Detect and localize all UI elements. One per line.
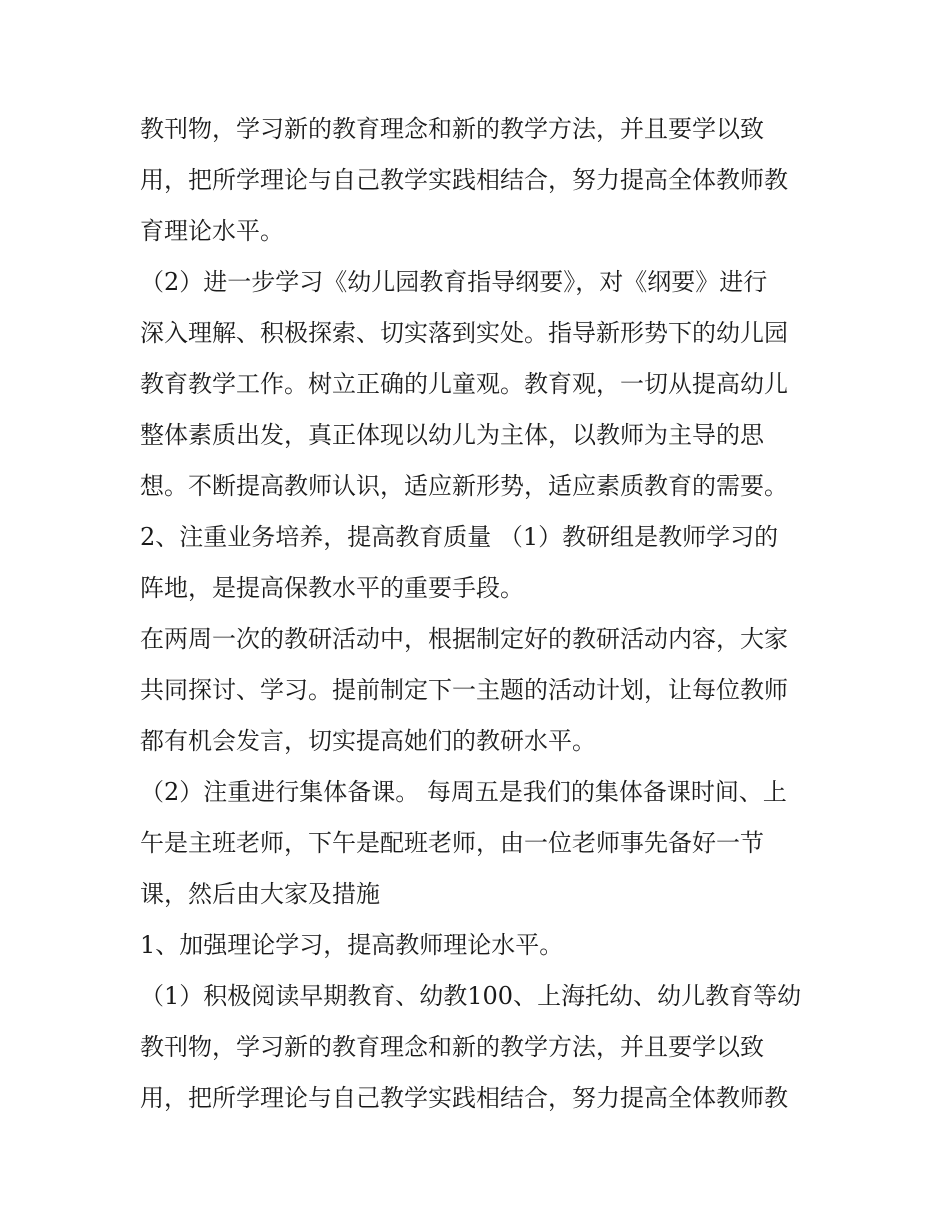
text-line: 整体素质出发，真正体现以幼儿为主体，以教师为主导的思 [140, 421, 764, 449]
text-line: （1）积极阅读早期教育、幼教100、上海托幼、幼儿教育等幼 [140, 982, 802, 1010]
text-line: 2、注重业务培养，提高教育质量 （1）教研组是教师学习的 [140, 523, 779, 551]
text-line: 阵地，是提高保教水平的重要手段。 [140, 574, 524, 602]
text-line: 午是主班老师，下午是配班老师，由一位老师事先备好一节 [140, 829, 764, 857]
text-line: 教育教学工作。树立正确的儿童观。教育观，一切从提高幼儿 [140, 370, 788, 398]
text-line: 深入理解、积极探索、切实落到实处。指导新形势下的幼儿园 [140, 319, 788, 347]
text-line: 共同探讨、学习。提前制定下一主题的活动计划，让每位教师 [140, 676, 788, 704]
text-line: 1、加强理论学习，提高教师理论水平。 [140, 931, 564, 959]
text-line: 在两周一次的教研活动中，根据制定好的教研活动内容，大家 [140, 625, 788, 653]
text-line: 想。不断提高教师认识，适应新形势，适应素质教育的需要。 [140, 472, 788, 500]
text-line: 课，然后由大家及措施 [140, 880, 380, 908]
text-line: （2）进一步学习《幼儿园教育指导纲要》，对《纲要》进行 [140, 268, 768, 296]
text-line: 都有机会发言，切实提高她们的教研水平。 [140, 727, 596, 755]
text-line: 育理论水平。 [140, 217, 284, 245]
text-line: 教刊物，学习新的教育理念和新的教学方法，并且要学以致 [140, 1033, 764, 1061]
text-line: 教刊物，学习新的教育理念和新的教学方法，并且要学以致 [140, 115, 764, 143]
text-line: （2）注重进行集体备课。 每周五是我们的集体备课时间、上 [140, 778, 787, 806]
text-line: 用，把所学理论与自己教学实践相结合，努力提高全体教师教 [140, 1084, 788, 1112]
text-line: 用，把所学理论与自己教学实践相结合，努力提高全体教师教 [140, 166, 788, 194]
